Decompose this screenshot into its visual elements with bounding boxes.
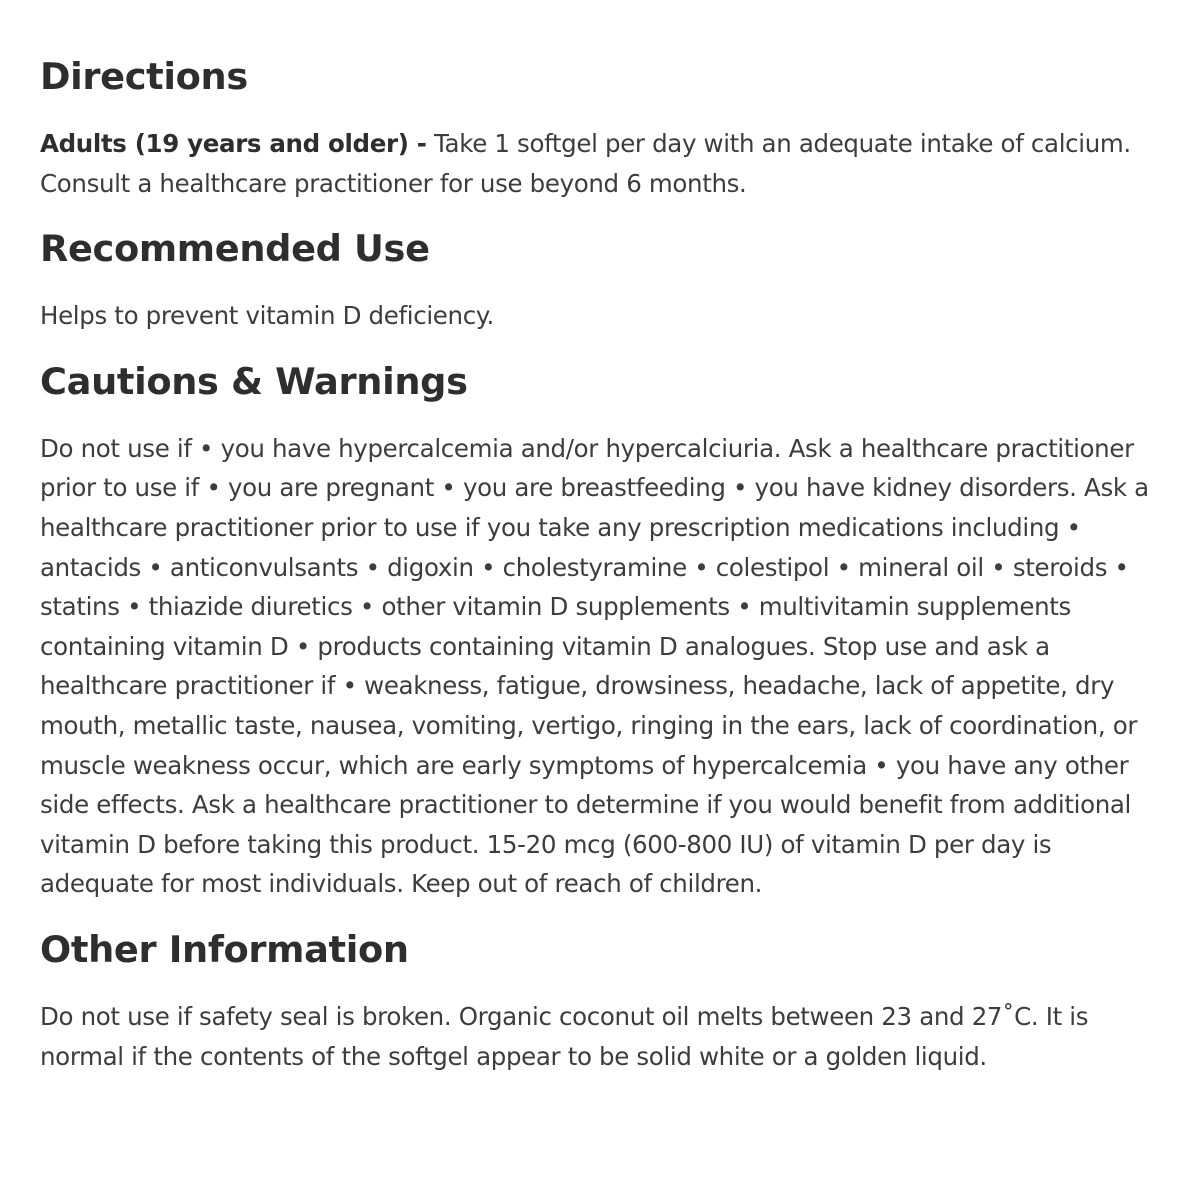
directions-lead: Adults (19 years and older) - (40, 129, 427, 158)
other-information-text: Do not use if safety seal is broken. Organic coconut oil melts between 23 and 27˚C. It is normal if the contents of the softgel appear to be solid white or a golden liquid. (40, 1001, 1089, 1071)
recommended-use-text: Helps to prevent vitamin D deficiency. (40, 301, 494, 331)
directions-heading: Directions (40, 55, 248, 98)
product-information (40, 56, 1168, 1076)
other-information-heading: Other Information (40, 927, 409, 971)
cautions-heading: Cautions & Warnings (40, 359, 468, 403)
directions-body: Take 1 softgel per day with an adequate intake of calcium. Consult a healthcare practitioner for use beyond 6 months. (40, 129, 1131, 198)
cautions-text: Do not use if • you have hypercalcemia and/or hypercalciuria. Ask a healthcare practitioner prior to use if • you are pregnant • you are breastfeeding • you have kidney disorders. Ask a healthcare practitioner prior to use if you take any prescription medications including • antacids • anticonvulsants • digoxin • cholestyramine • colestipol • mineral oil • steroids • statins • thiazide diuretics • other vitamin D supplements • multivitamin supplements containing vitamin D • products containing vitamin D analogues. Stop use and ask a healthcare practitioner if • weakness, fatigue, drowsiness, headache, lack of appetite, dry mouth, metallic taste, nausea, vomiting, vertigo, ringing in the ears, lack of coordination, or muscle weakness occur, which are early symptoms of hypercalcemia • you have any other side effects. Ask a healthcare practitioner to determine if you would benefit from additional vitamin D before taking this product. 15-20 mcg (600-800 IU) of vitamin D per day is adequate for most individuals. Keep out of reach of children. (40, 433, 1149, 899)
directions-text (40, 124, 1168, 203)
recommended-use-heading: Recommended Use (40, 227, 430, 271)
